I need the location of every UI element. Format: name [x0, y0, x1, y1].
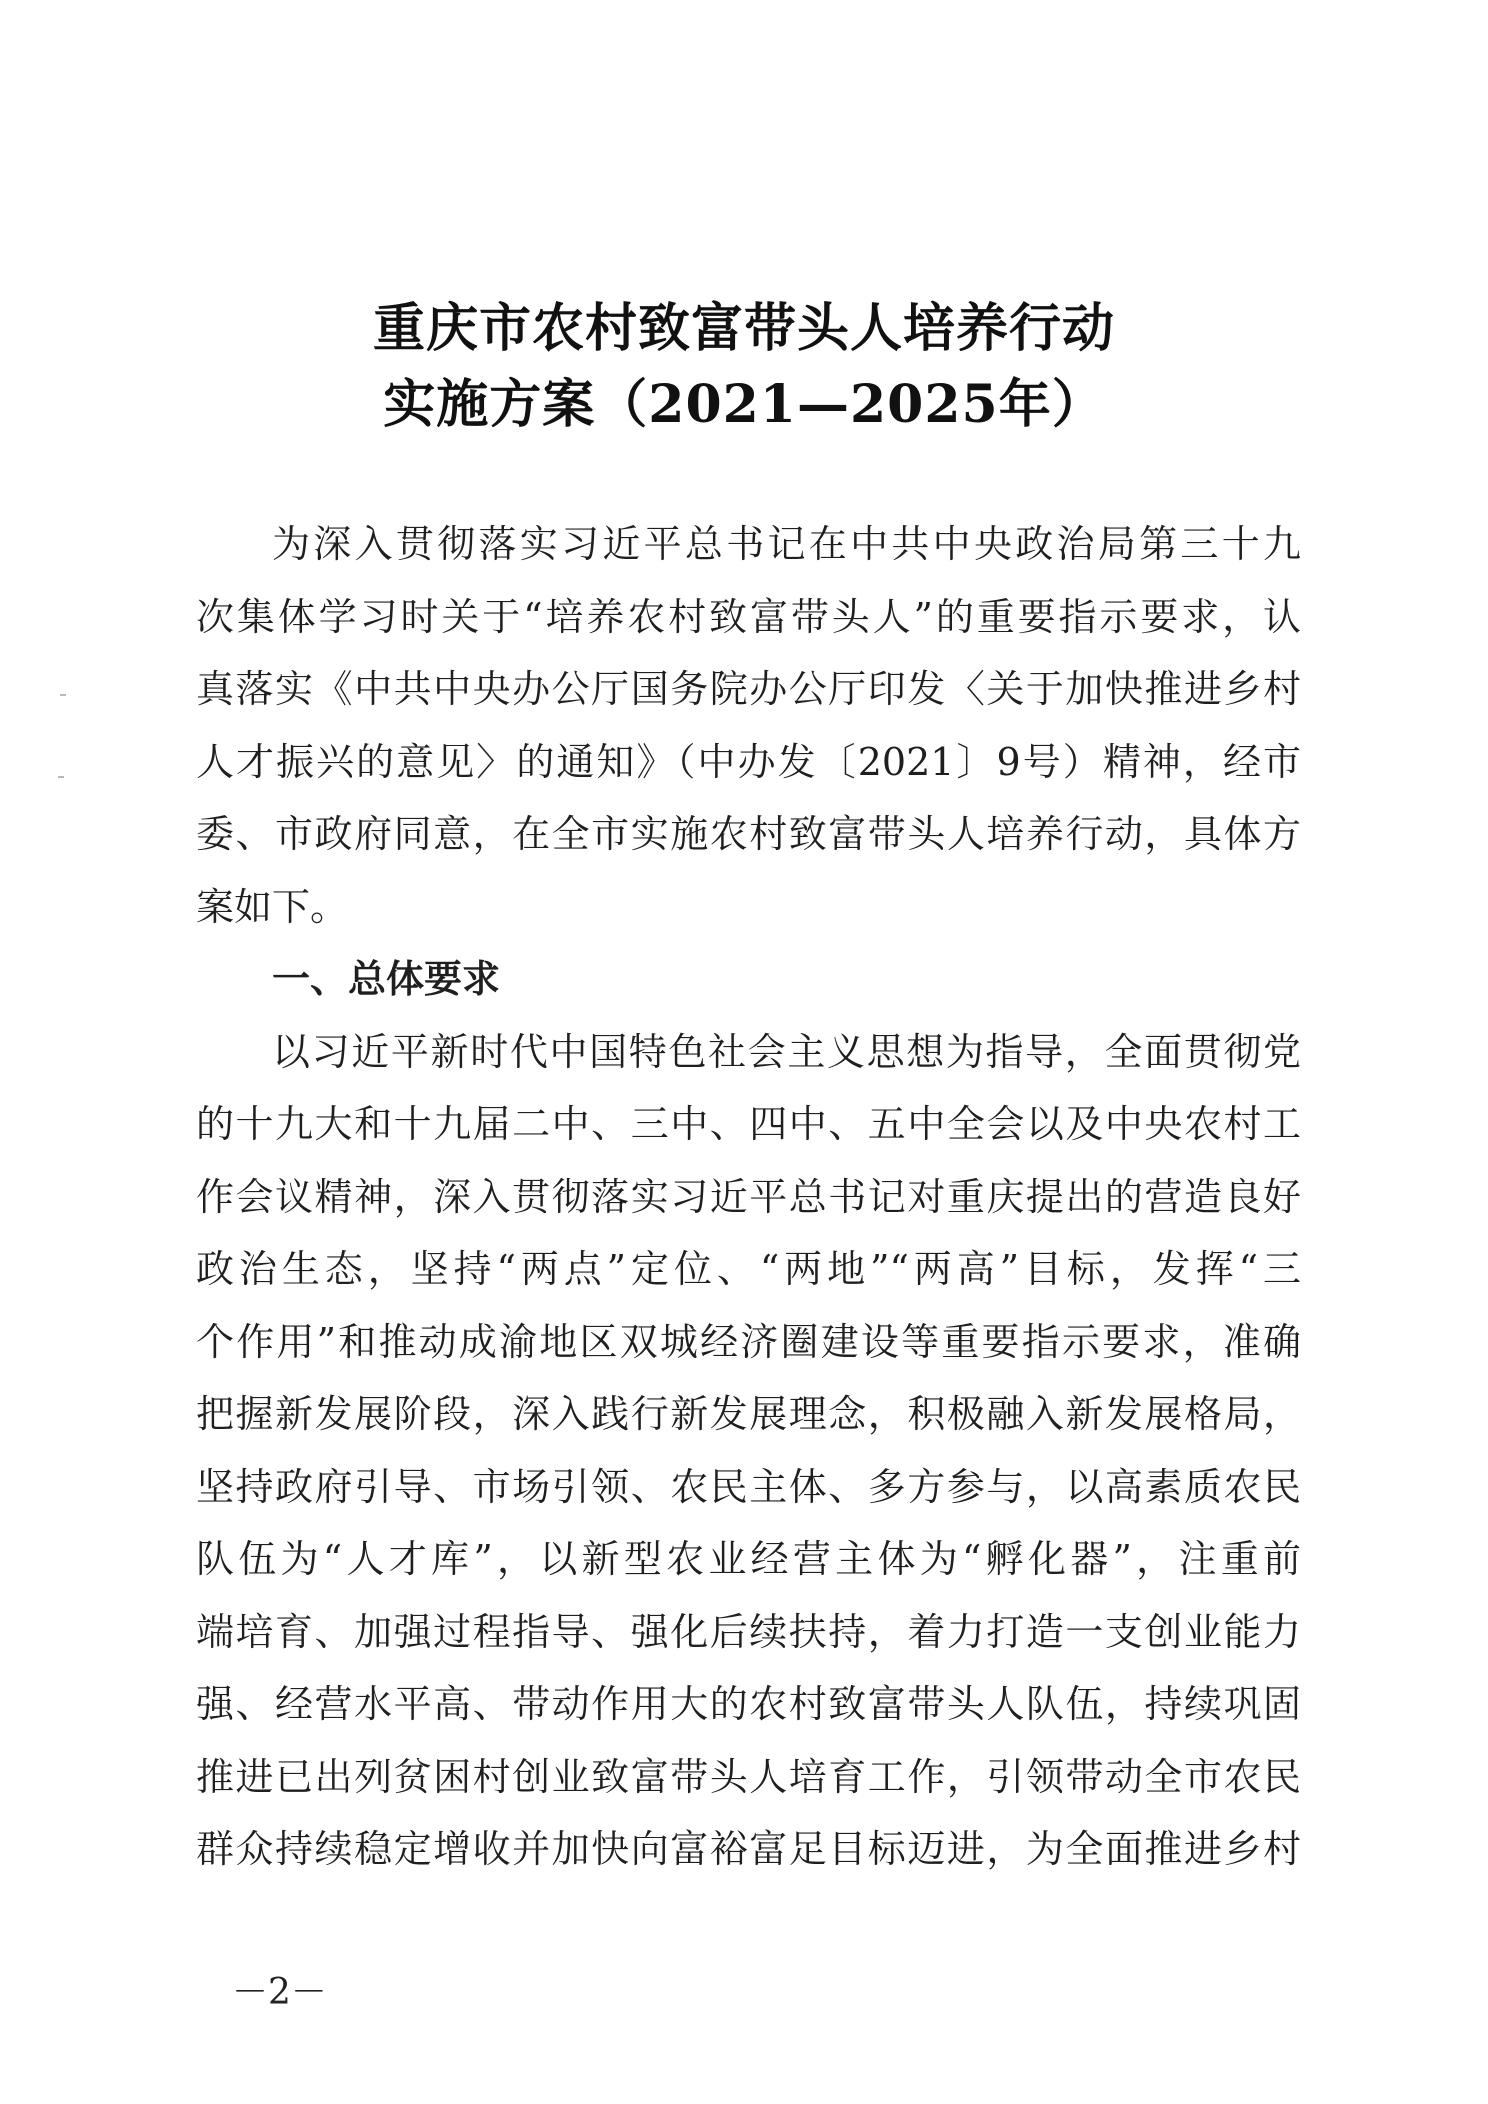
document-title-line-2: 实施方案（2021—2025年） [383, 374, 1105, 435]
scan-speck [58, 776, 64, 778]
section-line: 推进已出列贫困村创业致富带头人培育工作，引领带动全市农民 [196, 1754, 1301, 1799]
intro-line: 次集体学习时关于“培养农村致富带头人”的重要指示要求，认 [196, 594, 1301, 639]
section-heading: 一、总体要求 [272, 957, 501, 1001]
document-body [196, 508, 1301, 1886]
intro-line: 真落实《中共中央办公厅国务院办公厅印发〈关于加快推进乡村 [196, 667, 1301, 711]
section-line: 把握新发展阶段，深入践行新发展理念，积极融入新发展格局， [196, 1392, 1301, 1436]
document-title-line-1: 重庆市农村致富带头人培养行动 [372, 298, 1115, 359]
section-line: 的十九大和十九届二中、三中、四中、五中全会以及中央农村工 [196, 1102, 1301, 1146]
intro-line: 委、市政府同意，在全市实施农村致富带头人培养行动，具体方 [196, 812, 1301, 856]
section-line: 作会议精神，深入贯彻落实习近平总书记对重庆提出的营造良好 [196, 1174, 1301, 1219]
page-number: －2－ [232, 1972, 327, 2013]
intro-line: 为深入贯彻落实习近平总书记在中共中央政治局第三十九 [272, 522, 1301, 566]
section-line: 端培育、加强过程指导、强化后续扶持，着力打造一支创业能力 [196, 1609, 1301, 1654]
section-line: 强、经营水平高、带动作用大的农村致富带头人队伍，持续巩固 [196, 1682, 1301, 1726]
section-line: 队伍为“人才库”，以新型农业经营主体为“孵化器”，注重前 [196, 1537, 1301, 1581]
section-line: 坚持政府引导、市场引领、农民主体、多方参与，以高素质农民 [196, 1464, 1301, 1509]
section-line: 群众持续稳定增收并加快向富裕富足目标迈进，为全面推进乡村 [196, 1827, 1301, 1871]
section-line: 个作用”和推动成渝地区双城经济圈建设等重要指示要求，准确 [196, 1319, 1301, 1364]
section-line: 以习近平新时代中国特色社会主义思想为指导，全面贯彻党 [272, 1029, 1301, 1074]
scan-speck [60, 694, 66, 696]
intro-line: 案如下。 [196, 884, 349, 929]
intro-line: 人才振兴的意见〉的通知》（中办发〔2021〕9号）精神，经市 [196, 739, 1301, 784]
section-line: 政治生态，坚持“两点”定位、“两地”“两高”目标，发挥“三 [196, 1247, 1301, 1291]
